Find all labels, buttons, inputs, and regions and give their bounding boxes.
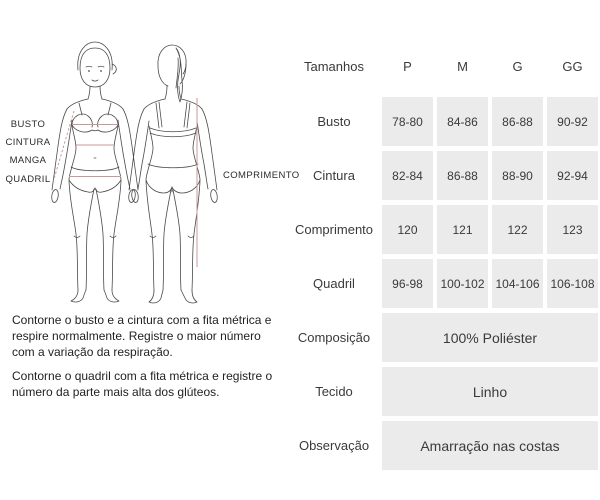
busto-label: BUSTO <box>10 119 46 130</box>
size-column-header: P <box>403 58 412 74</box>
instruction-paragraph: Contorne o quadril com a fita métrica e registre o número da parte mais alta dos glúteos. <box>12 369 273 399</box>
body-measurement-figures <box>30 40 250 310</box>
row-label-observacao: Observação <box>298 438 370 453</box>
table-cell: 121 <box>437 205 488 254</box>
cintura-label: CINTURA <box>5 136 51 148</box>
row-label-comprimento: Comprimento <box>294 222 374 237</box>
table-cell: 106-108 <box>547 259 598 308</box>
figure-back-view <box>128 45 218 303</box>
table-cell: 82-84 <box>382 151 433 200</box>
composition-value: 100% Poliéster <box>382 313 598 362</box>
size-column-header: GG <box>562 58 583 74</box>
size-column-header: M <box>457 58 468 74</box>
row-label-quadril: Quadril <box>313 276 355 291</box>
table-cell: 86-88 <box>437 151 488 200</box>
size-column-header: G <box>512 58 523 74</box>
table-cell: 120 <box>382 205 433 254</box>
table-cell: 122 <box>492 205 543 254</box>
measurement-lines <box>54 98 197 267</box>
table-cell: 88-90 <box>492 151 543 200</box>
table-cell: 90-92 <box>547 97 598 146</box>
table-cell: 78-80 <box>382 97 433 146</box>
row-label-cintura: Cintura <box>313 168 355 183</box>
table-cell: 86-88 <box>492 97 543 146</box>
figure-front-view <box>51 42 139 302</box>
row-label-tecido: Tecido <box>315 384 353 399</box>
table-header-label: Tamanhos <box>304 58 364 74</box>
size-table <box>290 40 598 470</box>
table-cell: 96-98 <box>382 259 433 308</box>
table-cell: 104-106 <box>492 259 543 308</box>
table-cell: 84-86 <box>437 97 488 146</box>
row-label-composicao: Composição <box>297 330 371 345</box>
quadril-label: QUADRIL <box>5 173 51 185</box>
comprimento-label: COMPRIMENTO <box>223 170 300 181</box>
manga-label: MANGA <box>9 154 47 166</box>
table-cell: 92-94 <box>547 151 598 200</box>
measuring-instructions <box>12 312 288 408</box>
instruction-paragraph: Contorne o busto e a cintura com a fita métrica e respire normalmente. Registre o maior número com a variação da respiração. <box>12 313 272 359</box>
observation-value: Amarração nas costas <box>382 421 598 470</box>
table-cell: 123 <box>547 205 598 254</box>
fabric-value: Linho <box>382 367 598 416</box>
table-cell: 100-102 <box>437 259 488 308</box>
row-label-busto: Busto <box>317 114 351 129</box>
